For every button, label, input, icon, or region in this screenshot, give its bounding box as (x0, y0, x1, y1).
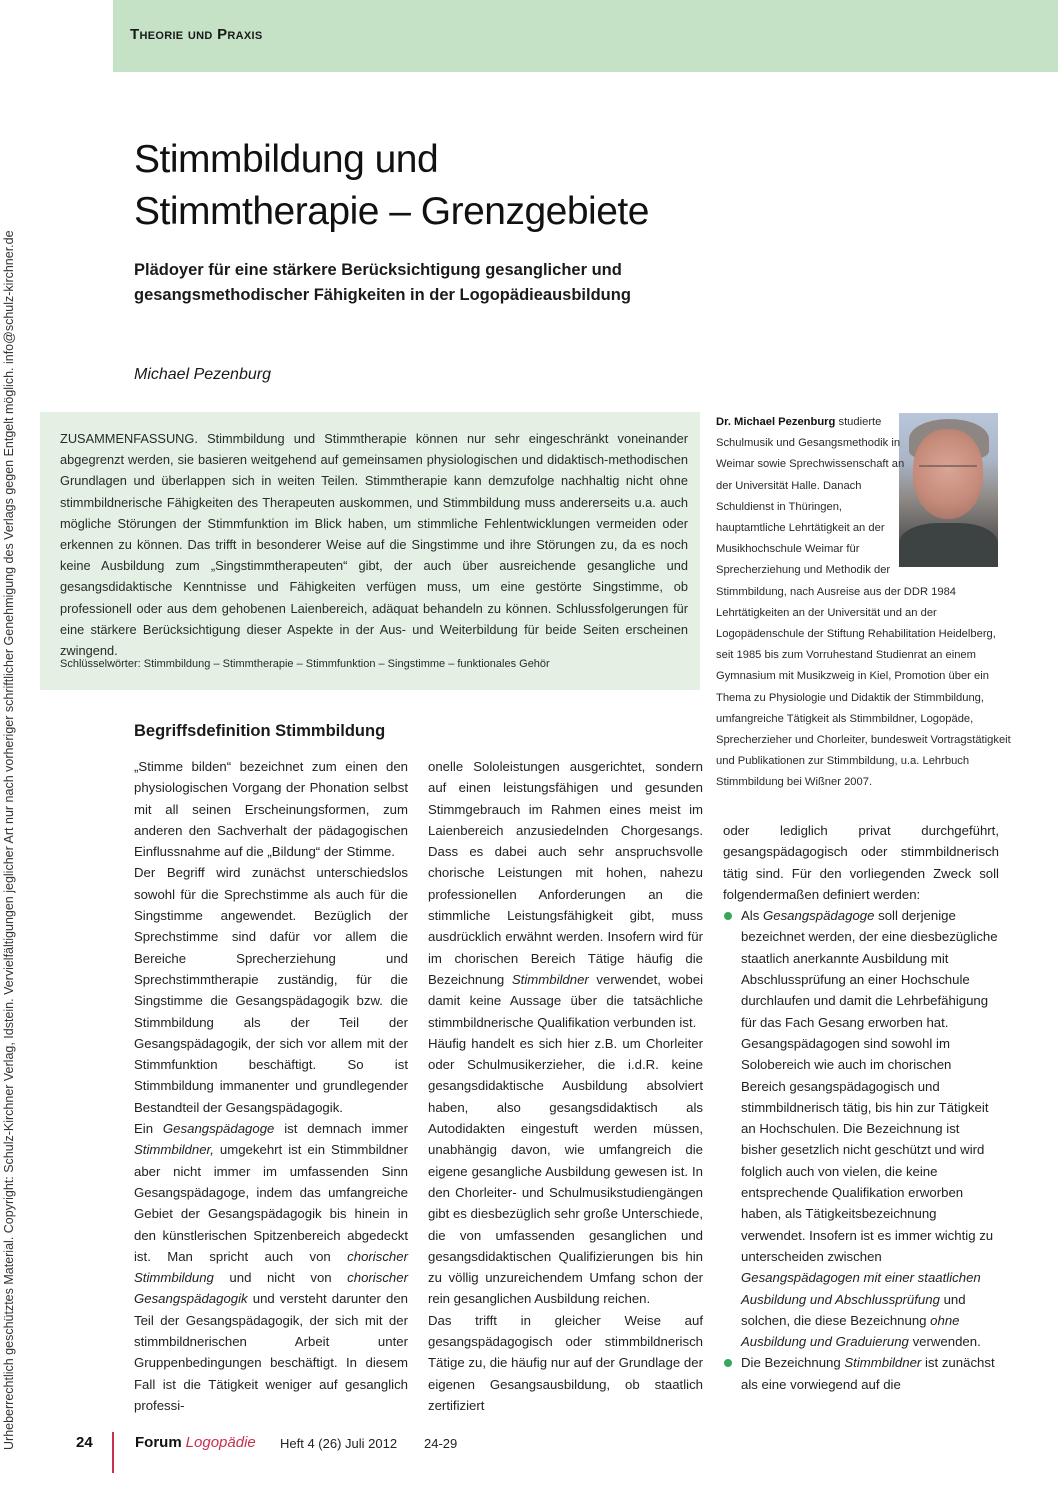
title-line-2: Stimmtherapie – Grenzgebiete (134, 190, 649, 233)
bio-text: studierte Schulmusik und Gesangsmethodik in Weimar sowie Sprechwissenschaft an der Universität Halle. Danach Schuldienst in Thüringen, hauptamtliche Lehrtätigkeit an der Musikhochschule Weimar für Sprecherziehung und Methodik der Stimmbildung, nach Ausreise aus der DDR 1984 Lehrtätigkeiten an der Universität und an der Logopädenschule der Stiftung Rehabilitation Heidelberg, seit 1985 bis zum Vorruhestand Studienrat an einem Gymnasium mit Musikzweig in Kiel, Promotion über ein Thema zu Physiologie und Didaktik der Stimmbildung, umfangreiche Tätigkeit als Stimmbildner, Logopäde, Sprecherzieher und Chorleiter, bundesweit Vortragstätigkeit und Publikationen zur Stimmbildung, u.a. Lehrbuch Stimmbildung bei Wißner 2007. (716, 416, 1011, 789)
bullet-icon (724, 912, 732, 920)
paragraph: „Stimme bilden“ bezeichnet zum einen den physiologischen Vorgang der Phonation selbst mit all seinen Erscheinungsformen, zum anderen den Sachverhalt der pädagogischen Einflussnahme auf die „Bildung“ der Stimme. (134, 759, 408, 860)
page-number: 24 (76, 1434, 93, 1451)
paragraph: Der Begriff wird zunächst unterschiedslos sowohl für die Sprechstimme als auch für die Singstimme angewendet. Bezüglich der Sprechstimme sind dafür vor allem die Bereiche Sprecherziehung und Sprechstimmtherapie zuständig, für die Singstimme die Gesangspädagogik bzw. die Stimmbildung als der Teil der Gesangspädagogik, der sich vor allem mit der Stimmfunktion beschäftigt. So ist Stimmbildung immanenter und grundlegender Bestandteil der Gesangspädagogik. (134, 865, 408, 1115)
body-column-3 (723, 820, 999, 1395)
definition-list (723, 905, 999, 1395)
footer-divider (112, 1432, 114, 1473)
article-title (134, 134, 649, 238)
list-item: Als Gesangspädagoge soll derjenige bezeichnet werden, der eine diesbezügliche staatlich anerkannte Ausbildung mit Abschlussprüfung an einer Hochschule durchlaufen und damit die Lehrbefähigung für das Fach Gesang erworben hat. Gesangspädagogen sind sowohl im Solobereich wie auch im chorischen Bereich gesangspädagogisch und stimmbildnerisch tätig, bis hin zur Tätigkeit an Hochschulen. Die Bezeichnung ist bisher gesetzlich nicht geschützt und wird folglich auch von vielen, die keine entsprechende Qualifikation erworben haben, als Tätigkeitsbezeichnung verwendet. Insofern ist es immer wichtig zu unterscheiden zwischen Gesangspädagogen mit einer staatlichen Ausbildung und Abschlussprüfung und solchen, die diese Bezeichnung ohne Ausbildung und Graduierung verwenden. (723, 905, 999, 1352)
title-line-1: Stimmbildung und (134, 138, 439, 181)
section-heading: Begriffsdefinition Stimmbildung (134, 722, 386, 740)
keywords: Schlüsselwörter: Stimmbildung – Stimmtherapie – Stimmfunktion – Singstimme – funktionales Gehör (60, 658, 550, 670)
bio-author-name: Dr. Michael Pezenburg (716, 416, 836, 428)
paragraph: Häufig handelt es sich hier z.B. um Chorleiter oder Schulmusikerzieher, die i.d.R. keine gesangsdidaktische Ausbildung absolviert haben, also gesangsdidaktisch als Autodidakten eingestuft werden müssen, unabhängig davon, wie umfangreich die eigene gesangliche Ausbildung gewesen ist. In den Chorleiter- und Schulmusikstudiengängen gibt es diesbezüglich sehr große Unterschiede, die von umfassenden gesanglichen und gesangsdidaktischen Qualifizierungen bis hin zu völlig unzureichendem Umfang schon der rein gesanglichen Ausbildung reichen. (428, 1035, 703, 1307)
journal-logo-text: Logopädie (185, 1434, 256, 1451)
body-column-2 (428, 756, 703, 1416)
bullet-icon (724, 1359, 732, 1367)
copyright-watermark: Urheberrechtlich geschütztes Material. Copyright: Schulz-Kirchner Verlag, Idstein. Vervielfältigungen jeglicher Art nur nach vorheriger schriftlicher Genehmigung des Verlags gegen Entgelt möglich. info@schulz-kirchner.de (2, 230, 16, 1450)
page-range: 24-29 (424, 1436, 458, 1451)
article-subtitle: Plädoyer für eine stärkere Berücksichtigung gesanglicher und gesangsmethodischer Fähigkeiten in der Logopädieausbildung (134, 261, 631, 304)
body-column-1 (134, 756, 408, 1416)
article-author: Michael Pezenburg (134, 366, 271, 383)
paragraph: oder lediglich privat durchgeführt, gesangspädagogisch oder stimmbildnerisch tätig sind. Für den vorliegenden Zweck soll folgendermaßen definiert werden: (723, 823, 999, 902)
issue-info: Heft 4 (26) Juli 2012 (280, 1436, 398, 1451)
journal-name: Forum Logopädie (135, 1434, 256, 1451)
section-label: Theorie und Praxis (130, 26, 263, 43)
abstract-text: ZUSAMMENFASSUNG. Stimmbildung und Stimmtherapie können nur sehr eingeschränkt voneinander abgegrenzt werden, sie basieren weitgehend auf gemeinsamen physiologischen und didaktisch-methodischen Grundlagen und überlappen sich in weiten Teilen. Stimmtherapie kann demzufolge nachhaltig nicht ohne stimmbildnerische Fähigkeiten des Therapeuten auskommen, und Stimmbildung muss andererseits u.a. auch mögliche Störungen der Stimmfunktion im Blick haben, um stimmliche Fehlentwicklungen vermeiden oder erkennen zu können. Das trifft in besonderer Weise auf die Singstimme und ihre Störungen zu, da es noch keine Ausbildung zum „Singstimmtherapeuten“ gibt, der auch über ausreichende gesangliche und gesangsdidaktische Kenntnisse und Fähigkeiten verfügen muss, um eine gestörte Singstimme, ob professionell oder aus dem gehobenen Laienbereich, adäquat behandeln zu können. Schlussfolgerungen für eine stärkere Berücksichtigung dieser Aspekte in der Aus- und Weiterbildung für beide Seiten erscheinen zwingend. (60, 431, 688, 659)
paragraph: Ein Gesangspädagoge ist demnach immer Stimmbildner, umgekehrt ist ein Stimmbildner aber nicht immer im umfassenden Sinn Gesangspädagoge, indem das umfangreiche Gebiet der Gesangspädagogik bis hinein in den künstlerischen Spitzenbereich abgedeckt ist. Man spricht auch von chorischer Stimmbildung und nicht von chorischer Gesangspädagogik und versteht darunter den Teil der Gesangspädagogik, der sich mit der stimmbildnerischen Arbeit unter Gruppenbedingungen beschäftigt. In diesem Fall ist die Tätigkeit weniger auf gesanglich professi- (134, 1121, 408, 1413)
photo-float-spacer (912, 412, 1016, 568)
paragraph: onelle Sololeistungen ausgerichtet, sondern auf einen leistungsfähigen und gesunden Stimmgebrauch im Rahmen eines meist im Laienbereich anzusiedelnden Chorgesangs. Dass es dabei auch sehr anspruchsvolle chorische Leistungen mit hohen, nahezu professionellen Anforderungen an die stimmliche Leistungsfähigkeit gibt, muss ausdrücklich erwähnt werden. Insofern wird für im chorischen Bereich Tätige häufig die Bezeichnung Stimmbildner verwendet, wobei damit keine Aussage über die tatsächliche stimmbildnerische Qualifikation verbunden ist. (428, 759, 704, 1030)
paragraph: Das trifft in gleicher Weise auf gesangspädagogisch oder stimmbildnerisch Tätige zu, die häufig nur auf der Grundlage der eigenen Gesangsausbildung, ob staatlich zertifiziert (428, 1312, 703, 1413)
list-item: Die Bezeichnung Stimmbildner ist zunächst als eine vorwiegend auf die (723, 1352, 999, 1395)
author-bio (716, 412, 1016, 794)
